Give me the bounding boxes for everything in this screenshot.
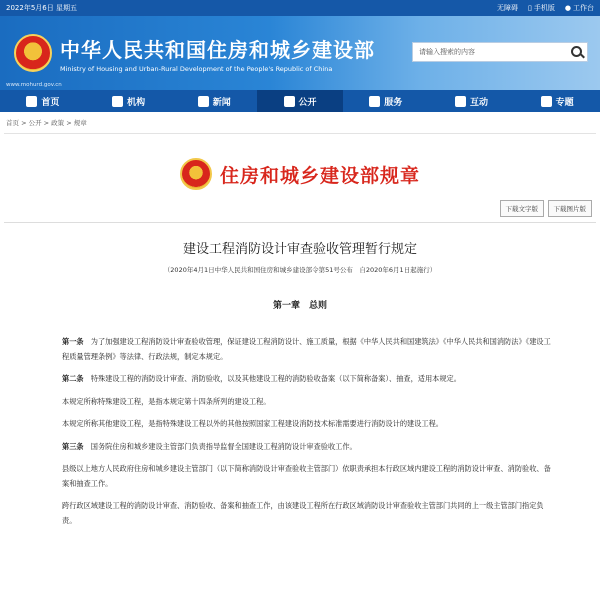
- home-icon: [26, 96, 37, 107]
- organization-icon: [112, 96, 123, 107]
- site-title[interactable]: 中华人民共和国住房和城乡建设部: [60, 37, 375, 62]
- article-1: 第一条 为了加强建设工程消防设计审查验收管理，保证建设工程消防设计、施工质量，根据《中华人民共和国建筑法》《中华人民共和国消防法》《建设工程质量管理条例》等法律、行政法规，制定本规定。: [62, 337, 551, 361]
- nav-interaction[interactable]: 互动: [429, 90, 515, 112]
- article-3: 第三条 国务院住房和城乡建设主管部门负责指导监督全国建设工程消防设计审查验收工作。: [62, 441, 357, 451]
- chapter-heading: 第一章 总则: [272, 301, 327, 311]
- document: [4, 234, 596, 528]
- search-icon[interactable]: [571, 46, 582, 57]
- service-icon: [369, 96, 380, 107]
- news-icon: [198, 96, 209, 107]
- banner-title: 住房和城乡建设部规章: [219, 164, 420, 187]
- paragraph: 本规定所称特殊建设工程，是指本规定第十四条所列的建设工程。: [62, 396, 271, 406]
- search-input[interactable]: [412, 42, 588, 62]
- paragraph: 跨行政区域建设工程的消防设计审查、消防验收、备案和抽查工作，由该建设工程所在行政区域消防设计审查验收主管部门共同的上一级主管部门指定负责。: [62, 501, 544, 525]
- article-2: 第二条 特殊建设工程的消防设计审查、消防验收，以及其他建设工程的消防验收备案（以下简称备案）、抽查，适用本规定。: [62, 374, 461, 383]
- workspace-link[interactable]: ● 工作台: [564, 4, 594, 12]
- date-text: 2022年5月6日 星期五: [6, 4, 77, 12]
- national-emblem-icon: [180, 158, 212, 190]
- site-header: [0, 16, 600, 90]
- nav-home[interactable]: 首页: [0, 90, 86, 112]
- national-emblem-icon: [14, 34, 52, 72]
- chat-icon: [455, 96, 466, 107]
- public-icon: [284, 96, 295, 107]
- nav-topics[interactable]: 专题: [514, 90, 600, 112]
- topics-icon: [541, 96, 552, 107]
- regulations-banner: [4, 158, 596, 190]
- paragraph: 县级以上地方人民政府住房和城乡建设主管部门（以下简称消防设计审查验收主管部门）依职责承担本行政区域内建设工程的消防设计审查、消防验收、备案和抽查工作。: [62, 464, 551, 488]
- website-url: www.mohurd.gov.cn: [6, 82, 62, 88]
- nav-organization[interactable]: 机构: [86, 90, 172, 112]
- main-nav: [0, 90, 600, 112]
- top-bar: [0, 0, 600, 16]
- nav-service[interactable]: 服务: [343, 90, 429, 112]
- download-image-button[interactable]: 下载图片版: [548, 200, 593, 217]
- nav-public[interactable]: 公开: [257, 90, 343, 112]
- download-text-button[interactable]: 下载文字版: [500, 200, 545, 217]
- mobile-link[interactable]: ▯ 手机版: [528, 4, 555, 12]
- document-subtitle: （2020年4月1日中华人民共和国住房和城乡建设部令第51号公布 自2020年6月1日起施行）: [163, 266, 437, 274]
- phone-icon: ▯: [528, 4, 532, 12]
- accessibility-link[interactable]: 无障碍: [497, 4, 519, 12]
- breadcrumb[interactable]: 首页 > 公开 > 政策 > 规章: [6, 119, 87, 127]
- site-title-en: Ministry of Housing and Urban-Rural Development of the People's Republic of China: [60, 64, 333, 73]
- paragraph: 本规定所称其他建设工程，是指特殊建设工程以外的其他按照国家工程建设消防技术标准需要进行消防设计的建设工程。: [62, 419, 443, 428]
- nav-news[interactable]: 新闻: [171, 90, 257, 112]
- content-area: [4, 133, 596, 600]
- document-title: 建设工程消防设计审查验收管理暂行规定: [182, 242, 417, 257]
- divider: [4, 222, 596, 223]
- person-icon: ●: [564, 4, 571, 12]
- search-placeholder: 请输入搜索的内容: [419, 48, 475, 56]
